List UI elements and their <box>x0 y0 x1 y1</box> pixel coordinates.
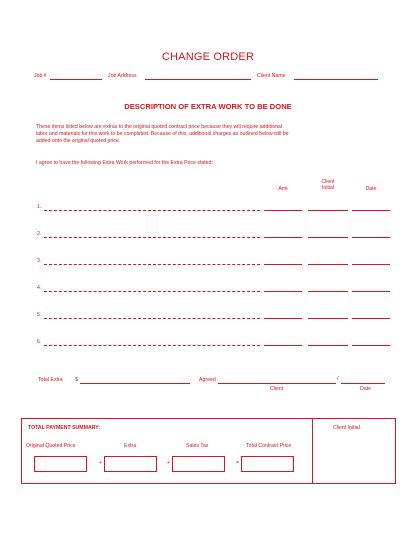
description-paragraph <box>36 124 386 146</box>
dollar-sign: $ <box>75 377 78 383</box>
item-client-initial-field[interactable] <box>308 345 348 346</box>
client-initial-header-line1: Client <box>321 179 335 185</box>
client-name-label: Client Name <box>257 73 286 79</box>
item-date-field[interactable] <box>352 264 390 265</box>
agreed-client-signature-field[interactable] <box>218 383 336 384</box>
item-description-field[interactable] <box>44 264 260 265</box>
item-number: 1. <box>37 204 42 210</box>
date-column-header: Date <box>365 186 377 192</box>
job-address-label: Job Address <box>108 73 137 79</box>
item-description-field[interactable] <box>44 345 260 346</box>
item-client-initial-field[interactable] <box>308 210 348 211</box>
agreed-date-field[interactable] <box>341 383 385 384</box>
item-date-field[interactable] <box>352 210 390 211</box>
summary-heading: TOTAL PAYMENT SUMMARY: <box>28 425 101 431</box>
paragraph-line-1: These items listed below are extras to the original quoted contract price because they will require additional <box>36 124 282 130</box>
job-number-field[interactable] <box>50 79 102 80</box>
item-description-field[interactable] <box>44 318 260 319</box>
client-initial-label: Client Initial <box>333 425 360 431</box>
item-client-initial-field[interactable] <box>308 237 348 238</box>
equals-sign: = <box>236 460 240 466</box>
date-caption: Date <box>360 386 371 392</box>
summary-divider <box>312 418 313 484</box>
item-number: 5. <box>37 312 42 318</box>
sales-tax-input[interactable] <box>172 456 225 472</box>
total-extra-field[interactable] <box>80 383 190 384</box>
amt-column-header: Amt <box>278 186 288 192</box>
total-contract-price-label: Total Contract Price <box>246 443 292 449</box>
description-heading: DESCRIPTION OF EXTRA WORK TO BE DONE <box>124 102 292 111</box>
client-name-field[interactable] <box>294 79 378 80</box>
item-description-field[interactable] <box>44 210 260 211</box>
item-amount-field[interactable] <box>264 345 302 346</box>
job-number-label: Job # <box>34 73 47 79</box>
item-amount-field[interactable] <box>264 210 302 211</box>
item-number: 4. <box>37 285 42 291</box>
item-amount-field[interactable] <box>264 264 302 265</box>
item-date-field[interactable] <box>352 237 390 238</box>
job-address-field[interactable] <box>145 79 251 80</box>
item-description-field[interactable] <box>44 291 260 292</box>
total-extra-label: Total Extra <box>38 377 63 383</box>
item-client-initial-field[interactable] <box>308 291 348 292</box>
client-initial-column-header <box>308 179 348 191</box>
sales-tax-label: Sales Tax <box>186 443 209 449</box>
item-date-field[interactable] <box>352 291 390 292</box>
original-quoted-price-input[interactable] <box>34 456 87 472</box>
item-amount-field[interactable] <box>264 291 302 292</box>
item-client-initial-field[interactable] <box>308 318 348 319</box>
extra-input[interactable] <box>104 456 157 472</box>
client-initial-header-line2: Initial <box>321 185 335 191</box>
plus-sign-2: + <box>167 460 171 466</box>
client-signature-caption: Client <box>270 386 284 392</box>
plus-sign-1: + <box>99 460 103 466</box>
item-client-initial-field[interactable] <box>308 264 348 265</box>
item-date-field[interactable] <box>352 345 390 346</box>
total-contract-price-input[interactable] <box>241 456 294 472</box>
item-number: 2. <box>37 231 42 237</box>
agree-statement: I agree to have the following Extra Work performed for the Extra Price stated: <box>36 160 213 166</box>
item-number: 3. <box>37 258 42 264</box>
slash-separator: / <box>337 376 339 382</box>
original-quoted-price-label: Original Quoted Price <box>26 443 76 449</box>
item-date-field[interactable] <box>352 318 390 319</box>
page-title: CHANGE ORDER <box>161 51 255 63</box>
paragraph-line-2: labor and materials for this work to be completed. Because of this, additional charges as outlined below will be <box>36 131 289 138</box>
extra-label: Extra <box>124 443 137 449</box>
item-number: 6. <box>37 339 42 345</box>
item-description-field[interactable] <box>44 237 260 238</box>
item-amount-field[interactable] <box>264 237 302 238</box>
paragraph-line-3: added onto the original quoted price. <box>36 138 121 145</box>
item-amount-field[interactable] <box>264 318 302 319</box>
agreed-label: Agreed <box>199 377 216 383</box>
